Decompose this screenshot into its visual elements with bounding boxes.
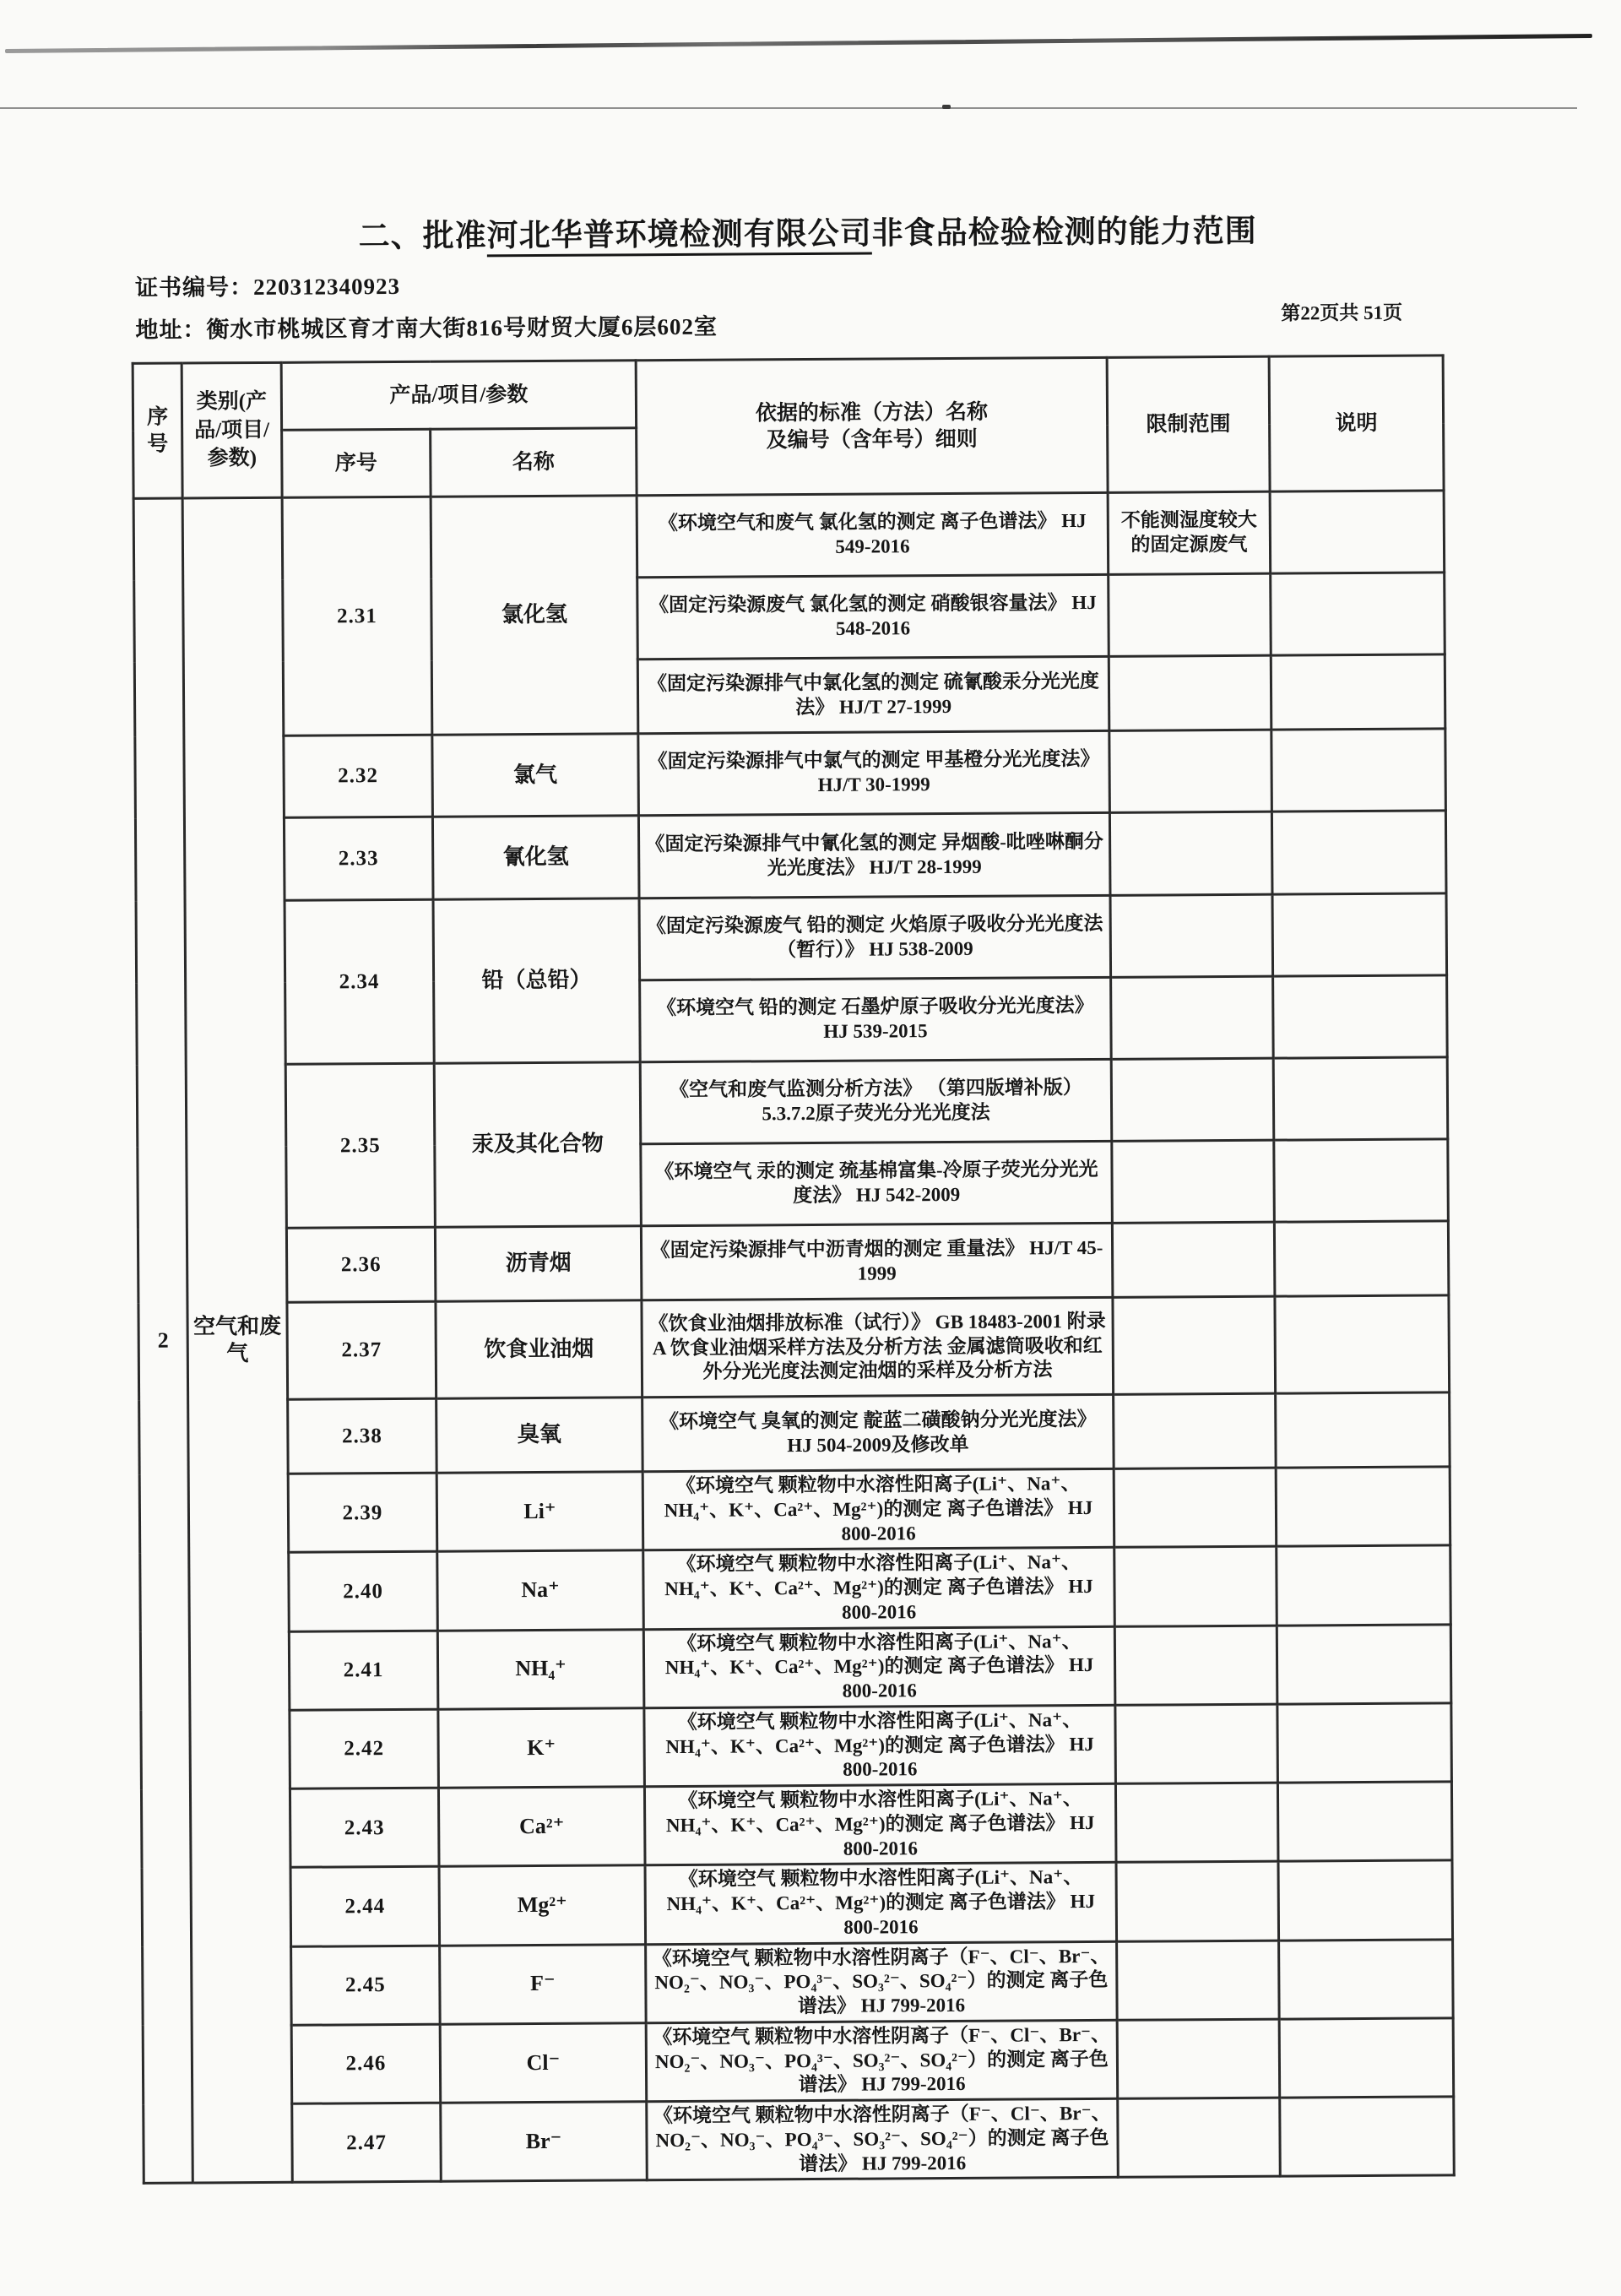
standard-cell: 《环境空气 颗粒物中水溶性阳离子(Li⁺、Na⁺、NH₄⁺、K⁺、Ca²⁺、Mg²⁺)的测定 离子色谱法》 HJ 800-2016: [642, 1468, 1114, 1550]
restriction-cell: [1111, 976, 1274, 1059]
header-restriction: 限制范围: [1107, 356, 1270, 492]
standard-cell: 《固定污染源废气 铅的测定 火焰原子吸收分光光度法（暂行）》 HJ 538-2009: [639, 895, 1111, 980]
note-cell: [1274, 1221, 1449, 1296]
item-name: 沥青烟: [435, 1226, 642, 1301]
restriction-cell: [1109, 573, 1271, 656]
note-cell: [1271, 811, 1446, 894]
title-prefix: 二、批准: [358, 219, 487, 255]
note-cell: [1277, 1782, 1452, 1862]
certificate-number-line: [135, 268, 400, 302]
page-number: 第22页共 51页: [1281, 301, 1403, 324]
restriction-cell: [1113, 1296, 1276, 1394]
note-cell: [1275, 1295, 1450, 1393]
certificate-label: 证书编号：: [135, 274, 254, 301]
restriction-cell: [1110, 894, 1273, 977]
restriction-cell: [1109, 655, 1271, 730]
note-cell: [1276, 1467, 1450, 1547]
item-name: 氯气: [432, 734, 639, 817]
header-product-name: 名称: [431, 428, 637, 497]
table-row: [135, 811, 1446, 901]
item-no: 2.36: [286, 1227, 436, 1302]
table-row: [136, 893, 1447, 983]
standard-cell: 《环境空气 颗粒物中水溶性阳离子(Li⁺、Na⁺、NH₄⁺、K⁺、Ca²⁺、Mg²⁺)的测定 离子色谱法》 HJ 800-2016: [645, 1863, 1117, 1945]
standard-cell: 《环境空气 颗粒物中水溶性阴离子（F⁻、Cl⁻、Br⁻、NO₂⁻、NO₃⁻、PO₄³⁻、SO₃²⁻、SO₄²⁻）的测定 离子色谱法》 HJ 799-2016: [646, 2020, 1118, 2102]
item-no: 2.41: [289, 1631, 438, 1710]
restriction-cell: [1114, 1546, 1277, 1626]
note-cell: [1280, 2097, 1455, 2177]
title-suffix: 非食品检验检测的能力范围: [871, 214, 1257, 252]
standard-cell: 《环境空气和废气 氯化氢的测定 离子色谱法》 HJ 549-2016: [637, 492, 1109, 577]
note-cell: [1278, 1860, 1453, 1940]
item-no: 2.32: [284, 735, 433, 817]
header-product-group: 产品/项目/参数: [281, 361, 636, 431]
table-row: [139, 1467, 1450, 1554]
item-no: 2.47: [292, 2103, 442, 2182]
header-seq: 序号: [133, 363, 182, 498]
item-name: Cl⁻: [440, 2022, 647, 2103]
category-name-cell: 空气和废气: [182, 497, 292, 2183]
certificate-value: 220312340923: [253, 273, 401, 301]
table-row: [143, 2018, 1454, 2105]
item-no: 2.40: [289, 1551, 438, 1631]
table-row: [140, 1545, 1451, 1632]
restriction-cell: [1112, 1222, 1275, 1297]
item-name: 氯化氢: [431, 496, 638, 735]
note-cell: [1271, 654, 1445, 730]
table-row: [138, 1295, 1450, 1400]
standard-cell: 《固定污染源排气中氰化氢的测定 异烟酸-吡唑啉酮分光光度法》 HJ/T 28-1999: [638, 812, 1110, 898]
item-no: 2.42: [290, 1709, 439, 1788]
item-name: Li⁺: [436, 1472, 643, 1552]
note-cell: [1271, 729, 1446, 811]
header-standard-line1: 依据的标准（方法）名称: [755, 400, 989, 426]
header-standard: [636, 357, 1108, 495]
table-row: [137, 1057, 1448, 1147]
table-row: [144, 2097, 1455, 2184]
address-value: 衡水市桃城区育才南大街816号财贸大厦6层602室: [206, 313, 718, 343]
item-name: 铅（总铅）: [433, 898, 640, 1063]
note-cell: [1276, 1392, 1450, 1468]
restriction-cell: [1114, 1393, 1277, 1468]
standard-cell: 《环境空气 颗粒物中水溶性阳离子(Li⁺、Na⁺、NH₄⁺、K⁺、Ca²⁺、Mg²⁺)的测定 离子色谱法》 HJ 800-2016: [644, 1705, 1116, 1787]
restriction-cell: [1109, 730, 1272, 812]
note-cell: [1273, 1057, 1448, 1140]
item-no: 2.37: [287, 1301, 436, 1399]
category-seq-cell: 2: [133, 498, 192, 2184]
item-no: 2.44: [290, 1866, 440, 1946]
table-row: [142, 1860, 1453, 1947]
note-cell: [1277, 1703, 1452, 1783]
standard-cell: 《环境空气 颗粒物中水溶性阴离子（F⁻、Cl⁻、Br⁻、NO₂⁻、NO₃⁻、PO₄³⁻、SO₃²⁻、SO₄²⁻）的测定 离子色谱法》 HJ 799-2016: [647, 2098, 1119, 2180]
item-name: F⁻: [440, 1944, 647, 2024]
note-cell: [1279, 2018, 1454, 2098]
standard-cell: 《环境空气 颗粒物中水溶性阳离子(Li⁺、Na⁺、NH₄⁺、K⁺、Ca²⁺、Mg²⁺)的测定 离子色谱法》 HJ 800-2016: [644, 1783, 1116, 1865]
item-no: 2.38: [288, 1398, 437, 1474]
note-cell: [1273, 975, 1448, 1058]
item-name: Ca²⁺: [438, 1787, 645, 1867]
restriction-cell: [1112, 1140, 1275, 1223]
restriction-cell: [1114, 1626, 1277, 1705]
restriction-cell: [1117, 2019, 1280, 2098]
item-name: 饮食业油烟: [436, 1300, 642, 1398]
item-no: 2.35: [285, 1063, 435, 1228]
item-name: 臭氧: [436, 1398, 643, 1473]
standard-cell: 《饮食业油烟排放标准（试行）》 GB 18483-2001 附录A 饮食业油烟采样方法及分析方法 金属滤筒吸收和红外分光光度法测定油烟的采样及分析方法: [642, 1297, 1114, 1397]
standard-cell: 《环境空气 颗粒物中水溶性阳离子(Li⁺、Na⁺、NH₄⁺、K⁺、Ca²⁺、Mg²⁺)的测定 离子色谱法》 HJ 800-2016: [643, 1626, 1115, 1708]
standard-cell: 《环境空气 臭氧的测定 靛蓝二磺酸钠分光光度法》 HJ 504-2009及修改单: [642, 1394, 1114, 1471]
table-row: [141, 1782, 1452, 1869]
table-row: [143, 1939, 1454, 2026]
standard-cell: 《环境空气 颗粒物中水溶性阴离子（F⁻、Cl⁻、Br⁻、NO₂⁻、NO₃⁻、PO₄³⁻、SO₃²⁻、SO₄²⁻）的测定 离子色谱法》 HJ 799-2016: [646, 1941, 1118, 2023]
standard-cell: 《固定污染源排气中沥青烟的测定 重量法》 HJ/T 45-1999: [641, 1223, 1113, 1300]
page-title: [57, 204, 1559, 258]
restriction-cell: [1111, 1058, 1274, 1141]
standard-cell: 《环境空气 铅的测定 石墨炉原子吸收分光光度法》 HJ 539-2015: [640, 977, 1112, 1061]
restriction-cell: [1118, 2098, 1281, 2177]
item-name: 汞及其化合物: [434, 1062, 641, 1227]
note-cell: [1271, 573, 1445, 655]
item-no: 2.46: [291, 2024, 441, 2103]
restriction-cell: [1114, 1468, 1277, 1547]
note-cell: [1277, 1624, 1451, 1704]
header-product-seq: 序号: [282, 429, 431, 497]
standard-cell: 《固定污染源排气中氯气的测定 甲基橙分光光度法》 HJ/T 30-1999: [638, 730, 1110, 815]
note-cell: [1270, 491, 1445, 573]
standard-cell: 《固定污染源废气 氯化氢的测定 硝酸银容量法》 HJ 548-2016: [637, 574, 1109, 659]
header-note: 说明: [1269, 356, 1444, 491]
table-row: [135, 729, 1446, 818]
header-row-1: [133, 356, 1443, 431]
note-cell: [1279, 1939, 1454, 2019]
item-no: 2.43: [290, 1788, 439, 1867]
address-label: 地址：: [135, 317, 207, 343]
table-row: [133, 491, 1445, 580]
item-name: NH₄⁺: [437, 1629, 644, 1709]
header-standard-line2: 及编号（含年号）细则: [766, 427, 978, 452]
address-line: [135, 308, 718, 345]
table-row: [138, 1221, 1449, 1303]
item-name: Br⁻: [441, 2102, 648, 2182]
header-category: 类别(产品/项目/参数): [182, 362, 282, 498]
table-row: [140, 1624, 1451, 1711]
item-name: 氰化氢: [432, 816, 639, 899]
note-cell: [1272, 893, 1447, 976]
restriction-cell: [1115, 1704, 1278, 1783]
item-name: Mg²⁺: [439, 1865, 646, 1946]
standard-cell: 《环境空气 颗粒物中水溶性阳离子(Li⁺、Na⁺、NH₄⁺、K⁺、Ca²⁺、Mg²⁺)的测定 离子色谱法》 HJ 800-2016: [643, 1548, 1115, 1630]
standard-cell: 《空气和废气监测分析方法》 （第四版增补版） 5.3.7.2原子荧光分光光度法: [640, 1059, 1112, 1143]
item-no: 2.39: [288, 1473, 437, 1552]
item-no: 2.34: [285, 899, 434, 1064]
item-no: 2.45: [291, 1946, 441, 2025]
restriction-cell: [1115, 1783, 1278, 1862]
item-no: 2.31: [282, 497, 432, 735]
restriction-cell: [1109, 811, 1272, 895]
item-name: K⁺: [438, 1707, 645, 1788]
table-row: [139, 1392, 1450, 1474]
title-company-underlined: 河北华普环境检测有限公司: [487, 217, 872, 258]
restriction-cell: [1117, 1940, 1280, 2020]
item-no: 2.33: [284, 817, 433, 900]
restriction-cell: [1116, 1861, 1279, 1940]
item-name: Na⁺: [437, 1550, 644, 1631]
table-row: [141, 1703, 1452, 1790]
note-cell: [1277, 1545, 1451, 1626]
standard-cell: 《固定污染源排气中氯化氢的测定 硫氰酸汞分光光度法》 HJ/T 27-1999: [637, 656, 1109, 733]
standard-cell: 《环境空气 汞的测定 巯基棉富集-冷原子荧光分光光度法》 HJ 542-2009: [641, 1141, 1113, 1225]
restriction-cell: 不能测湿度较大的固定源废气: [1108, 491, 1271, 574]
note-cell: [1274, 1139, 1449, 1222]
capability-table: [132, 354, 1456, 2185]
